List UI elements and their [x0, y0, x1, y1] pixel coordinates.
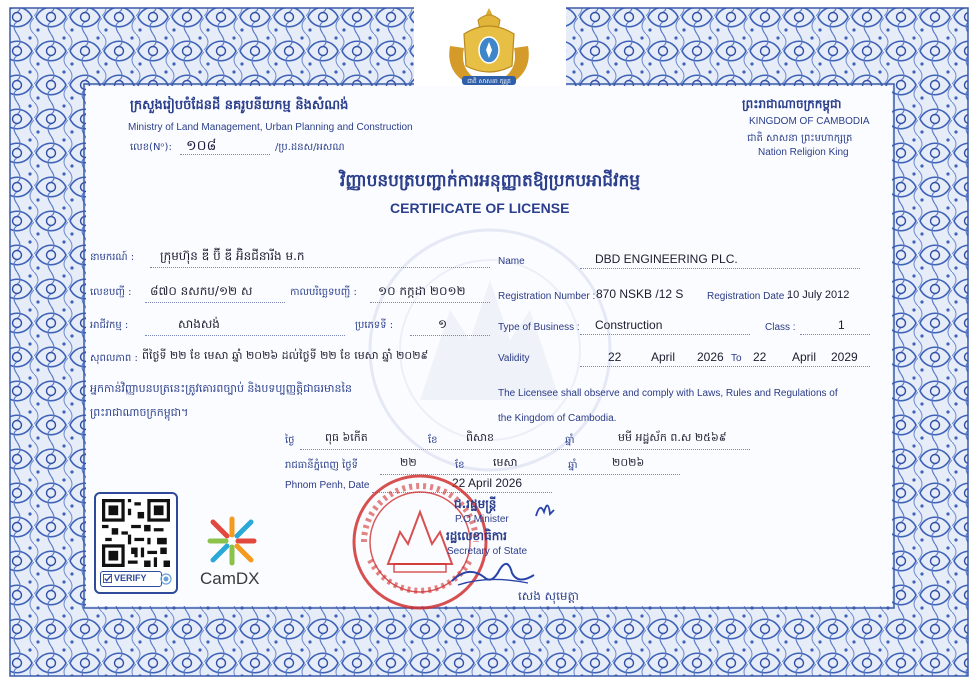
name-line-km — [150, 267, 490, 268]
class-label-en: Class : — [765, 322, 796, 333]
initial-signature-icon — [530, 494, 560, 524]
solar-month-label: ខែ — [455, 460, 465, 471]
notice-km-line-2: ព្រះរាជាណាចក្រកម្ពុជា។ — [90, 406, 189, 419]
certificate-title-en: CERTIFICATE OF LICENSE — [390, 200, 570, 216]
validity-label-en: Validity — [498, 353, 530, 364]
camdx-label: CamDX — [200, 569, 260, 588]
name-label-en: Name — [498, 256, 525, 267]
validity-to-year: 2029 — [831, 350, 858, 364]
kingdom-name-km: ព្រះរាជាណាចក្រកម្ពុជា — [742, 97, 842, 111]
registration-date-value-km: ១០ កក្កដា ២០១២ — [378, 284, 466, 298]
english-date-value: 22 April 2026 — [452, 476, 523, 490]
solar-month-value: មេសា — [493, 456, 518, 469]
notice-km-line-1: អ្នកកាន់វិញ្ញាបនបត្រនេះត្រូវគោរពច្បាប់ និងបទប្បញ្ញត្តិជាធរមាននៃ — [90, 382, 352, 395]
checkmark-icon — [103, 574, 112, 583]
registration-date-label-km: កាលបរិច្ឆេទបញ្ជី : — [290, 287, 357, 298]
camdx-logo-icon — [207, 516, 257, 566]
lunar-date-line — [300, 449, 750, 450]
notice-en-line-1: The Licensee shall observe and comply with Laws, Rules and Regulations of — [498, 388, 838, 399]
validity-label-km: សុពលភាព : — [90, 353, 138, 364]
class-value-km: ១ — [438, 317, 448, 331]
solar-year-value: ២០២៦ — [612, 456, 645, 469]
lunar-year-label: ឆ្នាំ — [565, 435, 575, 446]
validity-to-day: 22 — [753, 350, 767, 364]
class-label-km: ប្រភេទទី : — [355, 320, 394, 331]
class-line-en — [800, 334, 870, 335]
registration-number-line-km — [145, 302, 285, 303]
document-number-value: ១០៨ — [186, 138, 217, 154]
registration-date-line-km — [370, 302, 490, 303]
registration-number-value-km: ៨៧០ នសកប/១២ ស — [150, 284, 253, 298]
validity-to-label: To — [731, 353, 742, 364]
lunar-month-label: ខែ — [428, 435, 438, 446]
document-number-line — [180, 154, 270, 155]
verify-badge — [100, 571, 162, 587]
lunar-day-value: ពុធ ៦កើត — [325, 431, 368, 444]
document-number-suffix: /ប្រ.ដនស/អសណ — [275, 142, 345, 153]
class-line-km — [410, 335, 490, 336]
validity-to-month: April — [792, 350, 817, 364]
validity-line-en — [580, 366, 870, 367]
solar-year-label: ឆ្នាំ — [568, 460, 578, 471]
business-label-km: អាជីវកម្ម : — [90, 320, 129, 331]
handwritten-signature-icon — [448, 555, 538, 591]
lunar-day-label: ថ្ងៃ — [285, 435, 295, 446]
name-value-km: ក្រុមហ៊ុន ឌី ប៊ី ឌី អ៊ិនជីនារីង ម.ក — [160, 249, 305, 263]
verify-label: VERIFY — [114, 573, 147, 583]
document-number-label: លេខ(Nᵒ): — [130, 142, 172, 153]
solar-day-value: ២២ — [400, 456, 417, 469]
validity-from-month: April — [651, 350, 676, 364]
business-line-en — [580, 334, 750, 335]
name-line-en — [580, 268, 860, 269]
registration-number-label-en: Registration Number : — [498, 291, 596, 302]
lunar-month-value: ពិសាខ — [466, 431, 494, 444]
ministry-name-en: Ministry of Land Management, Urban Planning and Construction — [128, 122, 413, 133]
verify-seal-icon — [160, 573, 172, 585]
ministry-name-km: ក្រសួងរៀបចំដែនដី នគរូបនីយកម្ម និងសំណង់ — [130, 98, 349, 113]
english-date-label: Phnom Penh, Date — [285, 480, 370, 491]
po-minister-km: ជ.រដ្ឋមន្ត្រី — [454, 497, 497, 511]
signatory-name-km: សេង សុមេត្តា — [518, 589, 579, 603]
class-value-en: 1 — [838, 318, 845, 332]
validity-from-year: 2026 — [697, 350, 724, 364]
business-value-km: សាងសង់ — [178, 317, 220, 331]
registration-date-label-en: Registration Date : — [707, 291, 790, 302]
name-label-km: នាមករណ៍ : — [90, 252, 135, 263]
secretary-of-state-en: Secretary of State — [447, 546, 528, 557]
registration-number-label-km: លេខបញ្ជី : — [90, 287, 132, 298]
registration-number-value-en: 870 NSKB /12 S — [596, 287, 684, 301]
po-minister-en: P.O Minister — [455, 514, 509, 525]
notice-en-line-2: the Kingdom of Cambodia. — [498, 413, 617, 424]
qr-verification-box[interactable] — [94, 492, 178, 594]
lunar-year-value: មមី អដ្ឋស័ក ព.ស ២៥៦៩ — [618, 431, 727, 444]
business-label-en: Type of Business : — [498, 322, 580, 333]
national-motto-km: ជាតិ សាសនា ព្រះមហាក្សត្រ — [747, 133, 853, 144]
solar-date-label: រាជធានីភ្នំពេញ ថ្ងៃទី — [285, 460, 359, 471]
validity-from-day: 22 — [608, 350, 622, 364]
name-value-en: DBD ENGINEERING PLC. — [595, 252, 738, 266]
business-line-km — [145, 335, 345, 336]
national-motto-en: Nation Religion King — [758, 147, 849, 158]
certificate-title-km: វិញ្ញាបនបត្របញ្ជាក់ការអនុញ្ញាតឱ្យប្រកបអាជីវកម្ម — [339, 171, 641, 191]
validity-value-km: ពីថ្ងៃទី ២២ ខែ មេសា ឆ្នាំ ២០២៦ ដល់ថ្ងៃទី ២២ ខែ មេសា ឆ្នាំ ២០២៩ — [142, 349, 429, 362]
secretary-of-state-km: រដ្ឋលេខាធិការ — [446, 529, 507, 543]
svg-text:ជាតិ សាសនា ក្សត្រ: ជាតិ សាសនា ក្សត្រ — [467, 78, 511, 85]
kingdom-name-en: KINGDOM OF CAMBODIA — [749, 116, 870, 127]
qr-code-icon — [102, 499, 170, 567]
registration-date-value-en: 10 July 2012 — [787, 289, 850, 301]
royal-coat-of-arms-icon — [442, 6, 536, 88]
business-value-en: Construction — [595, 318, 663, 332]
